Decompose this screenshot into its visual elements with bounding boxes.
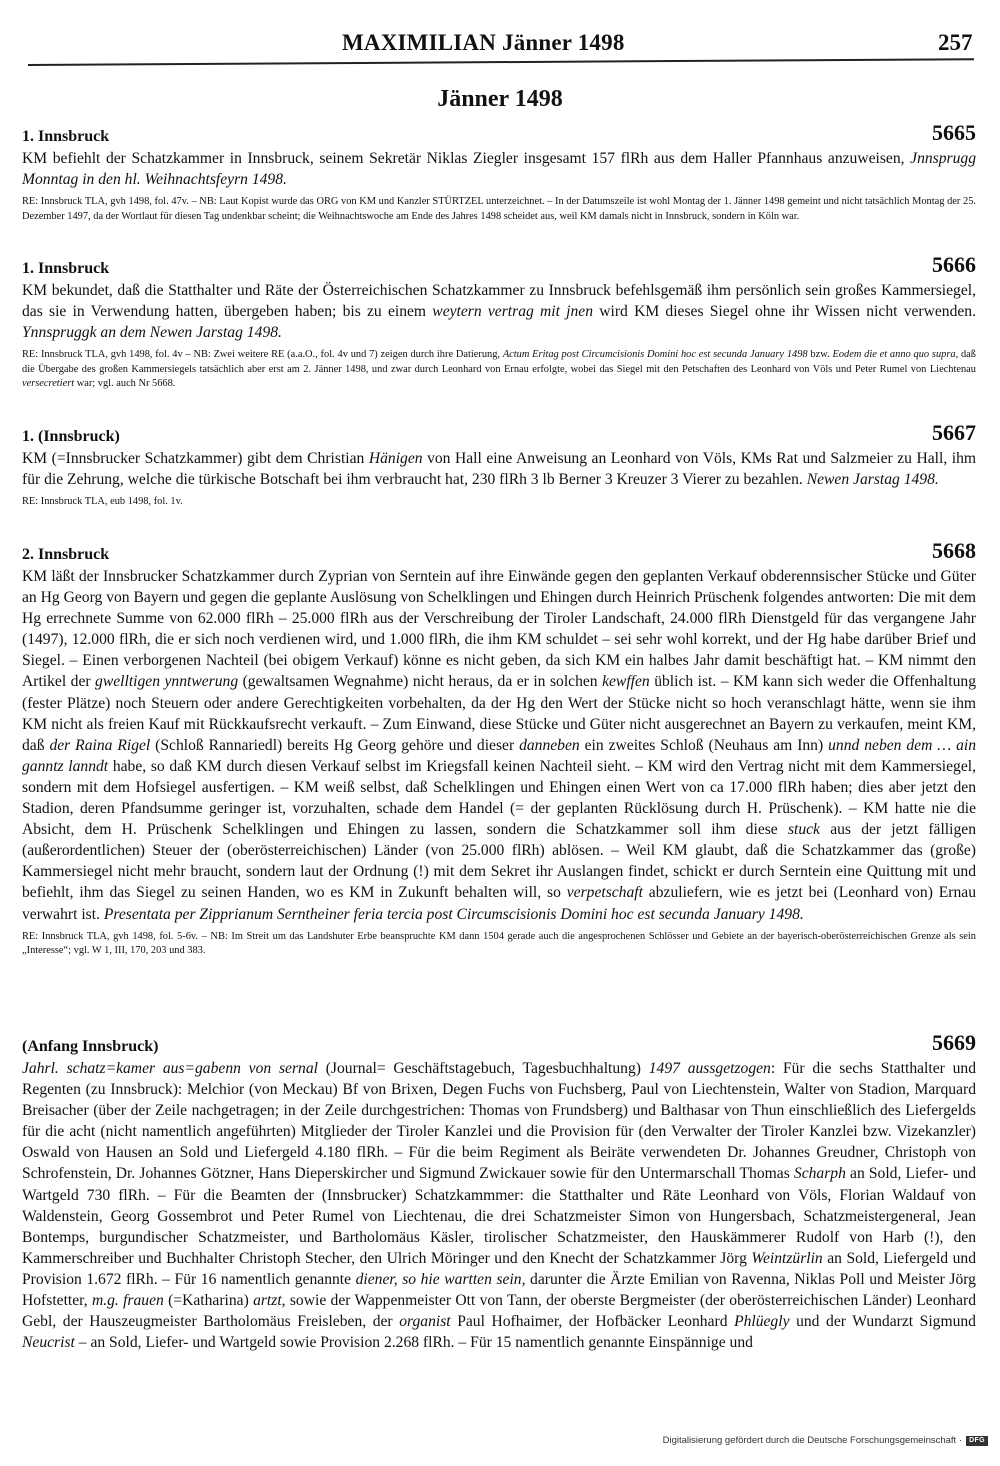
- running-head: MAXIMILIAN Jänner 1498: [342, 30, 625, 55]
- entry-note: RE: Innsbruck TLA, gvh 1498, fol. 47v. – NB: Laut Kopist wurde das ORG von KM und Kanzler STÜRTZEL unterzeichnet. – In der Datumszeile ist wohl Montag der 1. Jänner 1498 gemeint und nicht tatsächlich Montag der 25. Dezember 1497, da der Wortlaut für diesen Tag undenkbar scheint; die Weihnachtswoche am Ende des Jahres 1498 scheidet aus, weil KM damals nicht in Innsbruck, sondern in Köln war.: [22, 196, 976, 222]
- entry-note: RE: Innsbruck TLA, gvh 1498, fol. 4v – NB: Zwei weitere RE (a.a.O., fol. 4v und 7) zeigen durch ihre Datierung, Actum Eritag post Circumcisionis Domini hoc est secunda January 1498 bzw. Eodem die et anno quo supra, daß die Übergabe des großen Kammersiegels tatsächlich aber erst am 2. Jänner 1498, und zwar durch Leonhard von Ernau erfolgte, wobei das Siegel mit den Petschaften des Leonhard von Völs und Peter Rumel von Liechtenau versecretiert war; vgl. auch Nr 5668.: [22, 349, 976, 390]
- entry-place: 1. (Innsbruck): [22, 428, 120, 445]
- entry-number: 5665: [932, 120, 976, 145]
- entry-5665: [22, 120, 976, 224]
- entry-5669: [22, 1030, 976, 1353]
- entry-body: Jahrl. schatz=kamer aus=gabenn von sernal (Journal= Geschäftstagebuch, Tagesbuchhaltung) 1497 aussgetzogen: Für die sechs Statthalter und Regenten (zu Innsbruck): Melchior (von Meckau) Bf von Brixen, Degen Fuchs von Fuchsberg, Paul von Liechtenstein, Walter von Stadion, Marquard Breisacher (über der Zeile nachgetragen; in der Zeile durchgestrichen: Thomas von Frundsberg) und Balthasar von Thun einschließlich des Liefergelds für die acht (nicht namentlich angeführten) Mitglieder der Tiroler Kanzlei und die Provision für (den Verwalter der Tiroler Kanzlei bzw. Vizekanzler) Oswald von Hausen an Sold und Liefergeld 4.180 flRh. – Für die beim Regiment als Beiräte verwendeten Dr. Johannes Greudner, Christoph von Schrofenstein, Dr. Johannes Götzner, Hans Dieperskircher und Sigmund Zwickauer sowie für den Untermarschall Thomas Scharph an Sold, Liefer- und Wartgeld 730 flRh. – Für die Beamten der (Innsbrucker) Schatzkammmer: die Statthalter und Räte Leonhard von Völs, Florian Waldauf von Waldenstein, Georg Gossembrot und Peter Rumel von Liechtenau, die drei Schatzmeister Simon von Hungersbach, Schatzmeistergeneral, Jean Bontemps, burgundischer Schatzmeister, und Bartholomäus Käsler, tirolischer Schatzmeister, den Hauskämmerer Rudolf von Harb (!), den Kammerschreiber und Buchhalter Christoph Stecher, den Ulrich Möringer und den Knecht der Schatzkammer Jörg Weintzürlin an Sold, Liefergeld und Provision 1.672 flRh. – Für 16 namentlich genannte diener, so hie wartten sein, darunter die Ärzte Emilian von Ravenna, Niklas Poll und Meister Jörg Hofstetter, m.g. frauen (=Katharina) artzt, sowie der Wappenmeister Ott von Tann, der oberste Bergmeister (der oberösterreichischen Länder) Leonhard Gebl, der Hauszeugmeister Bartholomäus Freisleben, der organist Paul Hofhaimer, der Hofbäcker Leonhard Phlüegly und der Wundarzt Sigmund Neucrist – an Sold, Liefer- und Wartgeld sowie Provision 2.268 flRh. – Für 15 namentlich genannte Einspännige und: [22, 1060, 976, 1352]
- entry-note: RE: Innsbruck TLA, gvh 1498, fol. 5-6v. – NB: Im Streit um das Landshuter Erbe beanspruchte KM dann 1504 gerade auch die angesprochenen Schlösser und Gebiete an der bayerisch-oberösterreichischen Grenze als sein „Interesse“; vgl. W 1, III, 170, 203 und 383.: [22, 930, 976, 957]
- entry-place: 2. Innsbruck: [22, 546, 110, 563]
- entry-body: KM befiehlt der Schatzkammer in Innsbruck, seinem Sekretär Niklas Ziegler insgesamt 157 flRh aus dem Haller Pfannhaus anzuweisen, Jnnsprugg Monntag in den hl. Weihnachtsfeyrn 1498.: [22, 150, 976, 189]
- page-number: 257: [938, 30, 973, 55]
- entry-number: 5667: [932, 420, 976, 445]
- entry-number: 5669: [932, 1030, 976, 1055]
- dfg-logo-icon: DFG: [966, 1436, 988, 1446]
- entry-note: RE: Innsbruck TLA, eub 1498, fol. 1v.: [22, 496, 183, 508]
- entry-number: 5666: [932, 252, 976, 277]
- footer-credit: [663, 1435, 988, 1446]
- entry-place: 1. Innsbruck: [22, 128, 110, 145]
- entry-5667: [22, 420, 977, 510]
- entry-5668: [22, 538, 977, 959]
- entry-body: KM läßt der Innsbrucker Schatzkammer durch Zyprian von Serntein auf ihre Einwände gegen den geplanten Verkauf obderennsischer Stücke und Güter an Hg Georg von Bayern und gegen die geplante Auslösung von Schelklingen und Ehingen durch Heinrich Prüschenk folgendes antworten: Die mit dem Hg errechnete Summe von 62.000 flRh – 25.000 flRh aus der Verschreibung der Tiroler Landschaft, 24.000 flRh Dienstgeld für das vergangene Jahr (1497), 12.000 flRh, die er sich noch verdienen wird, und 1.000 flRh, die ihm KM schuldet – sei sehr wohl korrekt, und der Hg habe darüber Brief und Siegel. – Einen verborgenen Nachteil (bei obigem Verkauf) könne es nicht geben, da sich KM ein halbes Jahr damit beschäftigt hat. – KM nimmt den Artikel der gwelltigen ynntwerung (gewaltsamen Wegnahme) nicht heraus, da er in solchen kewffen üblich ist. – KM kann sich weder die Offenhaltung (fester Plätze) noch Steuern oder andere Gerechtigkeiten vorbehalten, da der Hg den Wert der Stücke nicht so hoch veranschlagt hätte, wenn sie ihm KM nicht als freien Kauf mit Rückkaufsrecht verkauft. – Zum Einwand, diese Stücke und Güter nicht ausgerechnet an Bayern zu verkaufen, meint KM, daß der Raina Rigel (Schloß Rannariedl) bereits Hg Georg gehöre und dieser danneben ein zweites Schloß (Neuhaus am Inn) unnd neben dem … ain ganntz lanndt habe, so daß KM durch diesen Verkauf selbst im Kriegsfall keinen Nachteil sieht. – KM wird den Vertrag nicht mit dem Kammersiegel, sondern mit dem Hofsiegel ausfertigen. – KM weiß selbst, daß Schelklingen und Ehingen einen Wert von ca 17.000 flRh haben; dies aber jetzt den Stadion, deren Pfandsumme geringer ist, vorzuhalten, schade dem Handel (= der geplanten Rücklösung durch H. Prüschenk). – KM hatte nie die Absicht, dem H. Prüschenk Schelklingen und Ehingen zu lassen, sondern die Schatzkammer soll ihm diese stuck aus der jetzt fälligen (außerordentlichen) Steuer der (oberösterreichischen) Länder (von 25.000 flRh) ablösen. – Weil KM glaubt, daß die Schatzkammer das (große) Kammersiegel nicht mehr braucht, sondern laut der Ordnung (!) mit dem Sekret ihr Auslangen findet, schickt er durch Serntein eine Quittung mit und befiehlt, ihm das Siegel zu seinen Handen, wo es KM in Zukunft behalten will, so verpetschaft abzuliefern, wie es jetzt bei (Leonhard von) Ernau verwahrt ist. Presentata per Zipprianum Serntheiner feria tercia post Circumscisionis Domini hoc est secunda January 1498.: [22, 568, 977, 923]
- entry-5666: [22, 252, 976, 392]
- entry-place: (Anfang Innsbruck): [22, 1038, 159, 1055]
- section-title: Jänner 1498: [437, 86, 563, 112]
- entry-body: KM bekundet, daß die Statthalter und Räte der Österreichischen Schatzkammer zu Innsbruck befehlsgemäß ihm persönlich sein großes Kammersiegel, das sie in Verwendung hatten, übergeben haben; bis zu einem weytern vertrag mit jnen wird KM dieses Siegel ohne ihr Wissen nicht verwenden. Ynnspruggk an dem Newen Jarstag 1498.: [22, 282, 976, 342]
- footer-text: Digitalisierung gefördert durch die Deutsche Forschungsgemeinschaft ·: [662, 1435, 962, 1446]
- header-rule: [28, 58, 974, 66]
- entry-number: 5668: [932, 538, 976, 563]
- entry-place: 1. Innsbruck: [22, 260, 110, 277]
- entry-body: KM (=Innsbrucker Schatzkammer) gibt dem Christian Hänigen von Hall eine Anweisung an Leonhard von Völs, KMs Rat und Salzmeier zu Hall, ihm für die Zehrung, welche die türkische Botschaft bei ihm verbraucht hat, 230 flRh 3 lb Berner 3 Kreuzer 3 Vierer zu bezahlen. Newen Jarstag 1498.: [22, 450, 977, 489]
